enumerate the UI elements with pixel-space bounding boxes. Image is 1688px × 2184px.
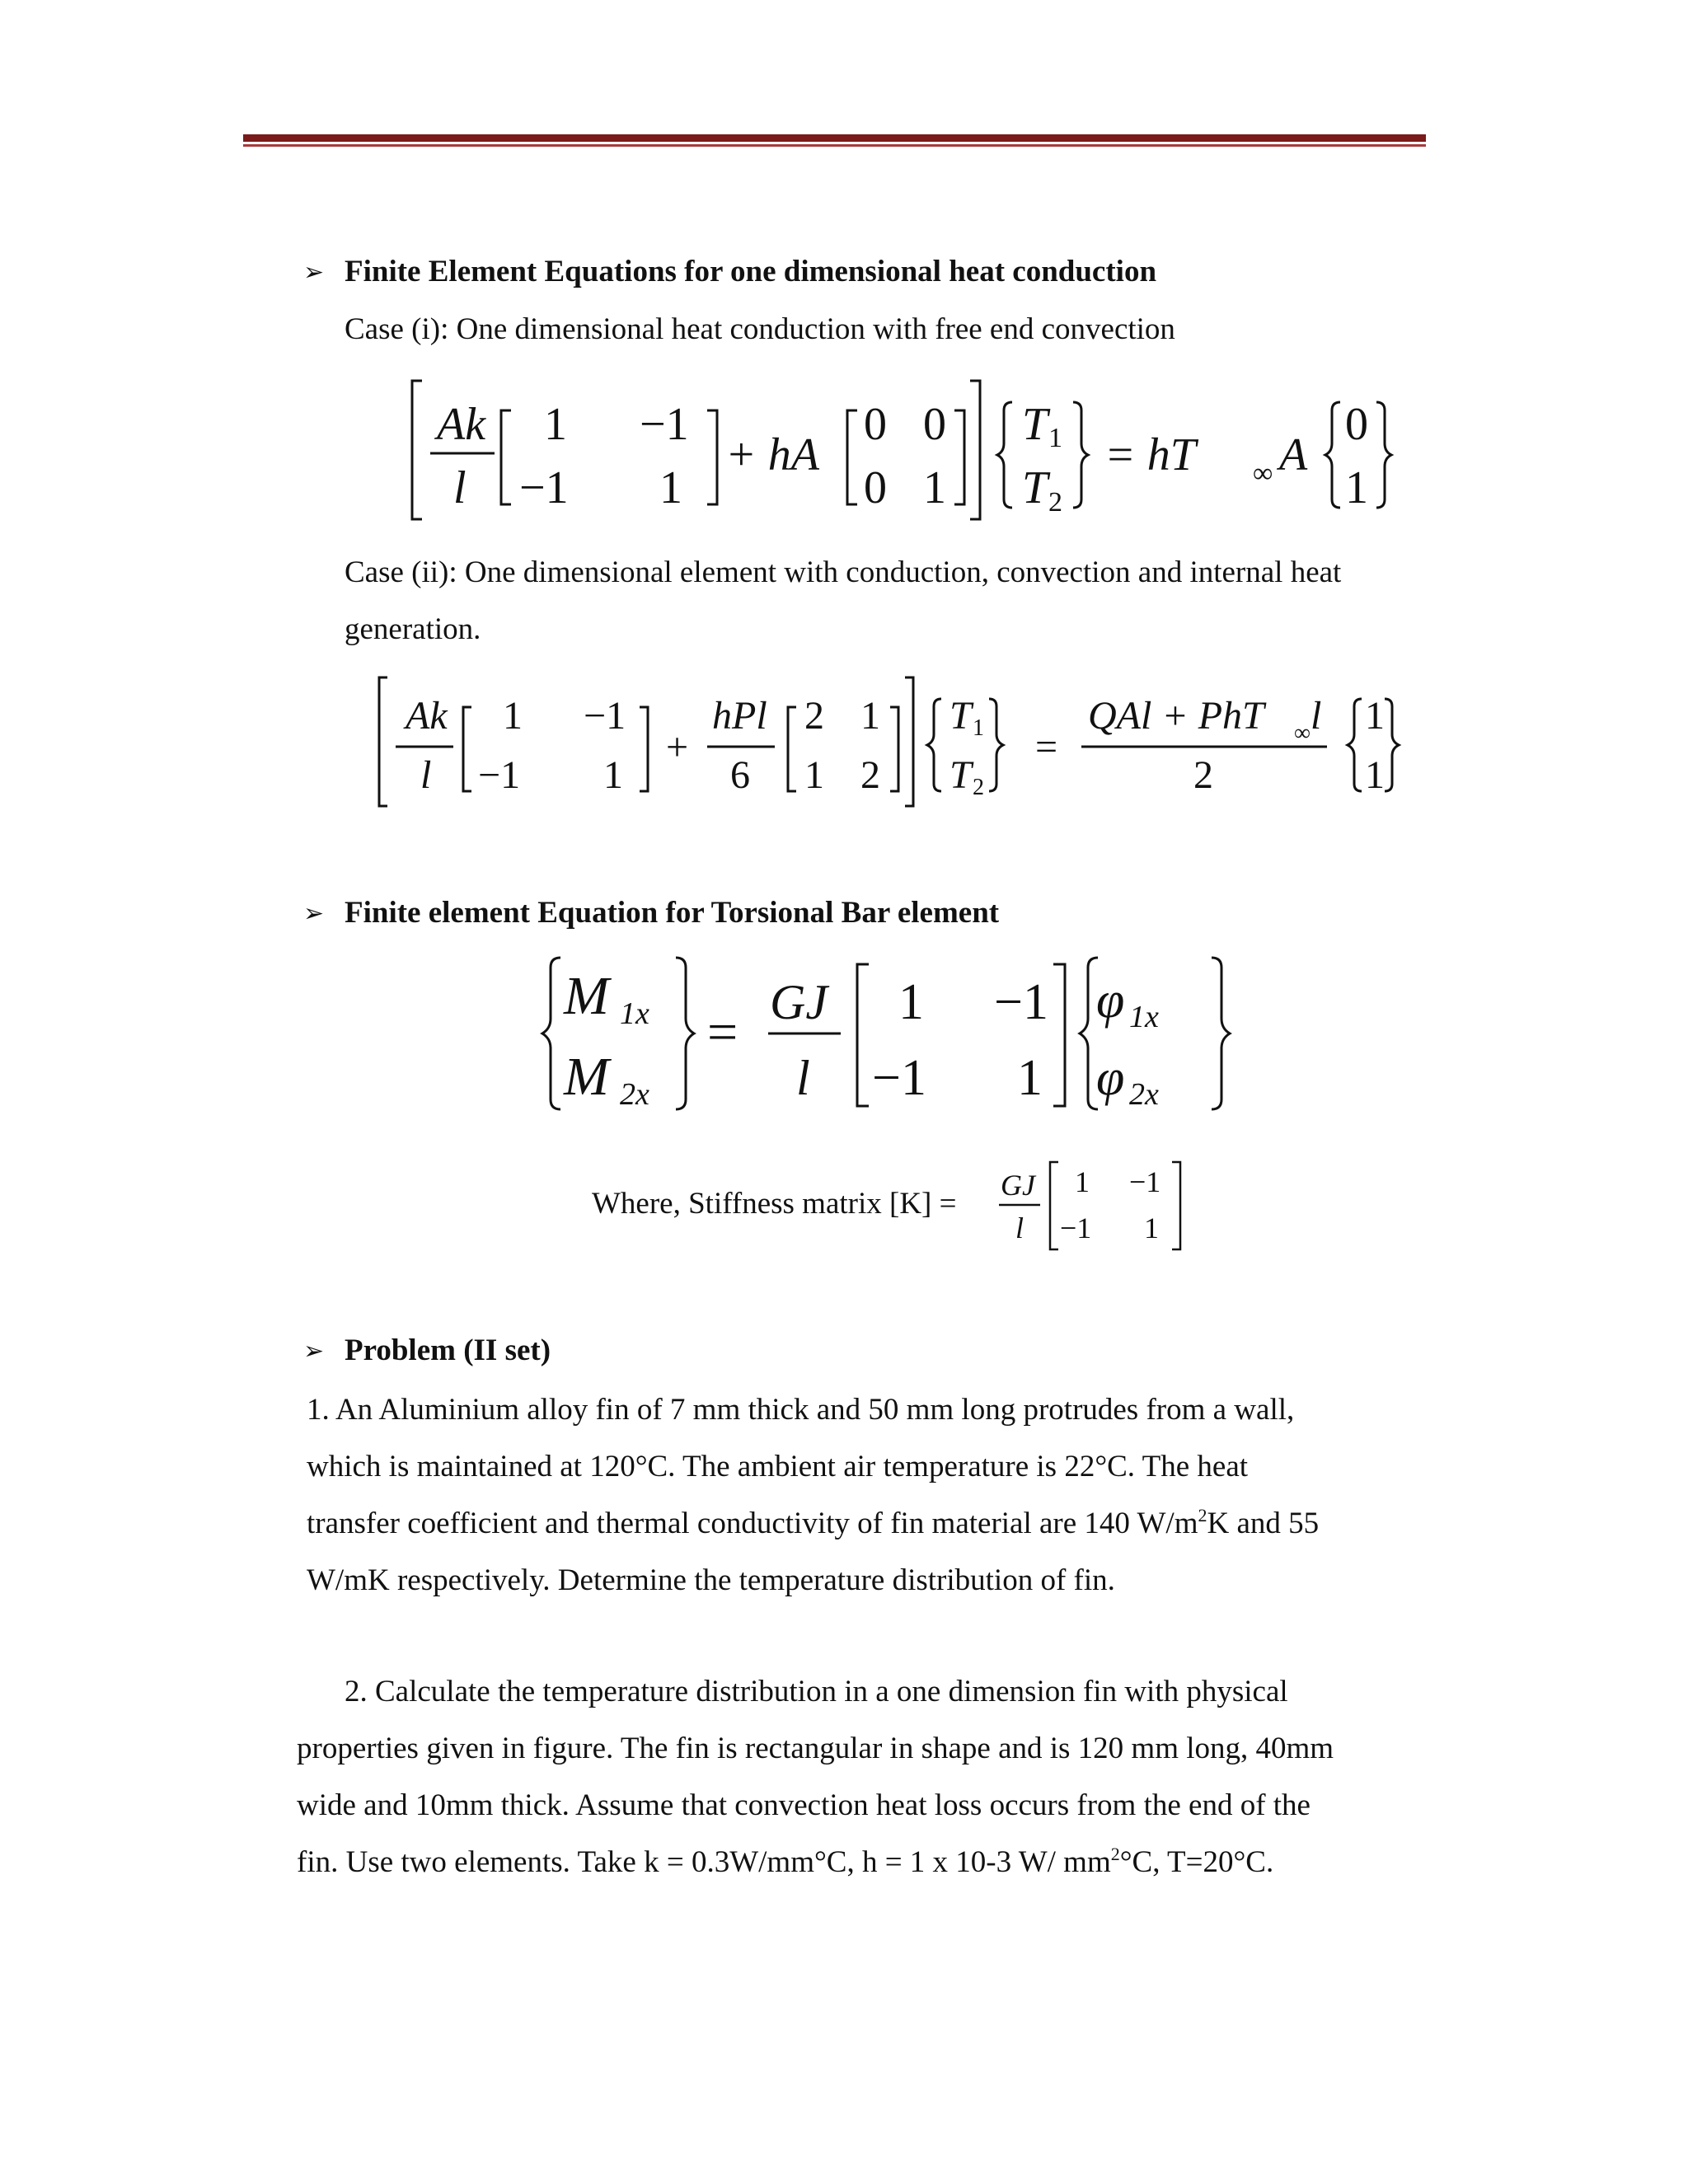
eq4-mat-11: 1 <box>1075 1165 1090 1198</box>
eq3-m1-sub: 1x <box>620 996 649 1031</box>
equation-stiffness-matrix <box>989 1152 1195 1259</box>
case2-text-line2: generation. <box>345 612 481 646</box>
eq1-m2-11: 0 <box>864 399 887 450</box>
eq3-m2: M <box>564 1047 609 1107</box>
eq1-ak: Ak <box>437 399 486 450</box>
eq3-phi1: φ <box>1096 972 1125 1029</box>
problem-2 <box>297 1663 1428 1891</box>
eq2-t2-sub: 2 <box>973 775 984 800</box>
eq1-m1-21: −1 <box>519 462 569 513</box>
header-rule <box>243 134 1426 142</box>
eq3-gj: GJ <box>770 975 828 1029</box>
eq2-t1: T <box>950 694 972 738</box>
eq1-l: l <box>453 462 467 513</box>
eq2-l: l <box>420 753 432 797</box>
eq3-mat-11: 1 <box>898 974 924 1030</box>
problem-1-line-3: transfer coefficient and thermal conductivity of fin material are 140 $W/m^2K$ and 55 <box>307 1505 1320 1540</box>
problem-1 <box>307 1381 1428 1609</box>
eq1-t2-sub: 2 <box>1048 487 1062 518</box>
case1-text: Case (i): One dimensional heat conduction with free end convection <box>345 312 1175 346</box>
bullet-arrow-icon: ➢ <box>303 900 325 927</box>
eq2-num-l: l <box>1311 694 1322 738</box>
problem-2-line-3: wide and 10mm thick. Assume that convection heat loss occurs from the end of the <box>297 1788 1311 1822</box>
eq3-m2-sub: 2x <box>620 1077 649 1112</box>
eq2-t2: T <box>950 753 972 797</box>
equation-torsional-bar <box>528 948 1253 1129</box>
eq2-v2: 1 <box>1365 753 1385 797</box>
eq2-m1-21: −1 <box>478 753 521 797</box>
eq1-t1-sub: 1 <box>1048 423 1062 453</box>
eq2-t1-sub: 1 <box>973 715 984 741</box>
eq4-mat-12: −1 <box>1129 1165 1161 1198</box>
eq1-t2: T <box>1022 462 1048 513</box>
eq3-mat-12: −1 <box>994 974 1048 1030</box>
problem-1-line-1: 1. An Aluminium alloy fin of 7 mm thick and 50 mm long protrudes from a wall, <box>307 1393 1295 1427</box>
eq1-m1-22: 1 <box>659 462 682 513</box>
bullet-arrow-icon: ➢ <box>303 259 325 286</box>
problem-2-line-4: fin. Use two elements. Take k = 0.3W/mm°C, h = 1 x 10-3 W/ $mm^2^\circ C$, T=20°C. <box>297 1844 1274 1879</box>
section-heading-problem: Problem (II set) <box>345 1333 551 1367</box>
eq2-m1-12: −1 <box>584 694 626 738</box>
eq2-m1-22: 1 <box>603 753 623 797</box>
eq2-m2-21: 1 <box>804 753 824 797</box>
eq1-v2: 1 <box>1345 462 1368 513</box>
eq2-v1: 1 <box>1365 694 1385 738</box>
section-heading-torsional-bar: Finite element Equation for Torsional Bar element <box>345 896 1000 930</box>
eq2-hpl: hPl <box>712 694 767 738</box>
eq2-eq: = <box>1035 725 1058 769</box>
eq2-plus: + <box>666 725 689 769</box>
eq4-mat-22: 1 <box>1144 1212 1159 1244</box>
eq1-m2-12: 0 <box>923 399 946 450</box>
eq1-m2-22: 1 <box>923 462 946 513</box>
problem-2-line-1: 2. Calculate the temperature distribution in a one dimension fin with physical <box>345 1675 1288 1708</box>
eq3-phi2: φ <box>1096 1050 1125 1106</box>
problem-1-line-4: W/mK respectively. Determine the temperature distribution of fin. <box>307 1563 1115 1597</box>
section-heading-heat-conduction: Finite Element Equations for one dimensional heat conduction <box>345 255 1157 288</box>
eq3-m1: M <box>564 966 609 1026</box>
eq2-m1-11: 1 <box>503 694 523 738</box>
eq4-gj: GJ <box>1001 1169 1035 1202</box>
eq1-inf: ∞ <box>1253 458 1273 489</box>
eq3-phi2-sub: 2x <box>1129 1077 1159 1112</box>
eq3-mat-22: 1 <box>1017 1050 1043 1106</box>
eq1-a: A <box>1279 429 1308 480</box>
eq1-m2-21: 0 <box>864 462 887 513</box>
eq1-v1: 0 <box>1345 399 1368 450</box>
stiffness-matrix-label: Where, Stiffness matrix [K] = <box>592 1187 957 1221</box>
eq1-rhs: = hT <box>1104 429 1196 480</box>
eq2-num: QAl + PhT <box>1088 694 1264 738</box>
eq3-phi1-sub: 1x <box>1129 1000 1159 1034</box>
eq4-mat-21: −1 <box>1060 1212 1092 1244</box>
eq2-six: 6 <box>730 753 750 797</box>
bullet-arrow-icon: ➢ <box>303 1338 325 1365</box>
eq3-eq: = <box>707 1002 738 1062</box>
eq1-plus-ha: + hA <box>725 429 819 480</box>
case2-text-line1: Case (ii): One dimensional element with conduction, convection and internal heat <box>345 555 1342 589</box>
eq2-ak: Ak <box>406 694 448 738</box>
eq2-inf: ∞ <box>1294 720 1311 746</box>
eq1-m1-12: −1 <box>640 399 689 450</box>
equation-free-end-convection <box>396 363 1409 536</box>
eq4-l: l <box>1015 1212 1025 1244</box>
eq1-m1-11: 1 <box>544 399 567 450</box>
header-rule-accent <box>243 144 1426 147</box>
problem-1-line-2: which is maintained at 120°C. The ambient air temperature is 22°C. The heat <box>307 1450 1249 1483</box>
eq3-l: l <box>796 1051 810 1105</box>
eq2-m2-11: 2 <box>804 694 824 738</box>
eq3-mat-21: −1 <box>872 1050 926 1106</box>
eq2-den: 2 <box>1193 753 1213 797</box>
eq2-m2-12: 1 <box>860 694 880 738</box>
eq1-t1: T <box>1022 399 1048 450</box>
equation-internal-heat-generation <box>363 668 1409 816</box>
problem-2-line-2: properties given in figure. The fin is rectangular in shape and is 120 mm long, 40mm <box>297 1732 1334 1765</box>
eq2-m2-22: 2 <box>860 753 880 797</box>
